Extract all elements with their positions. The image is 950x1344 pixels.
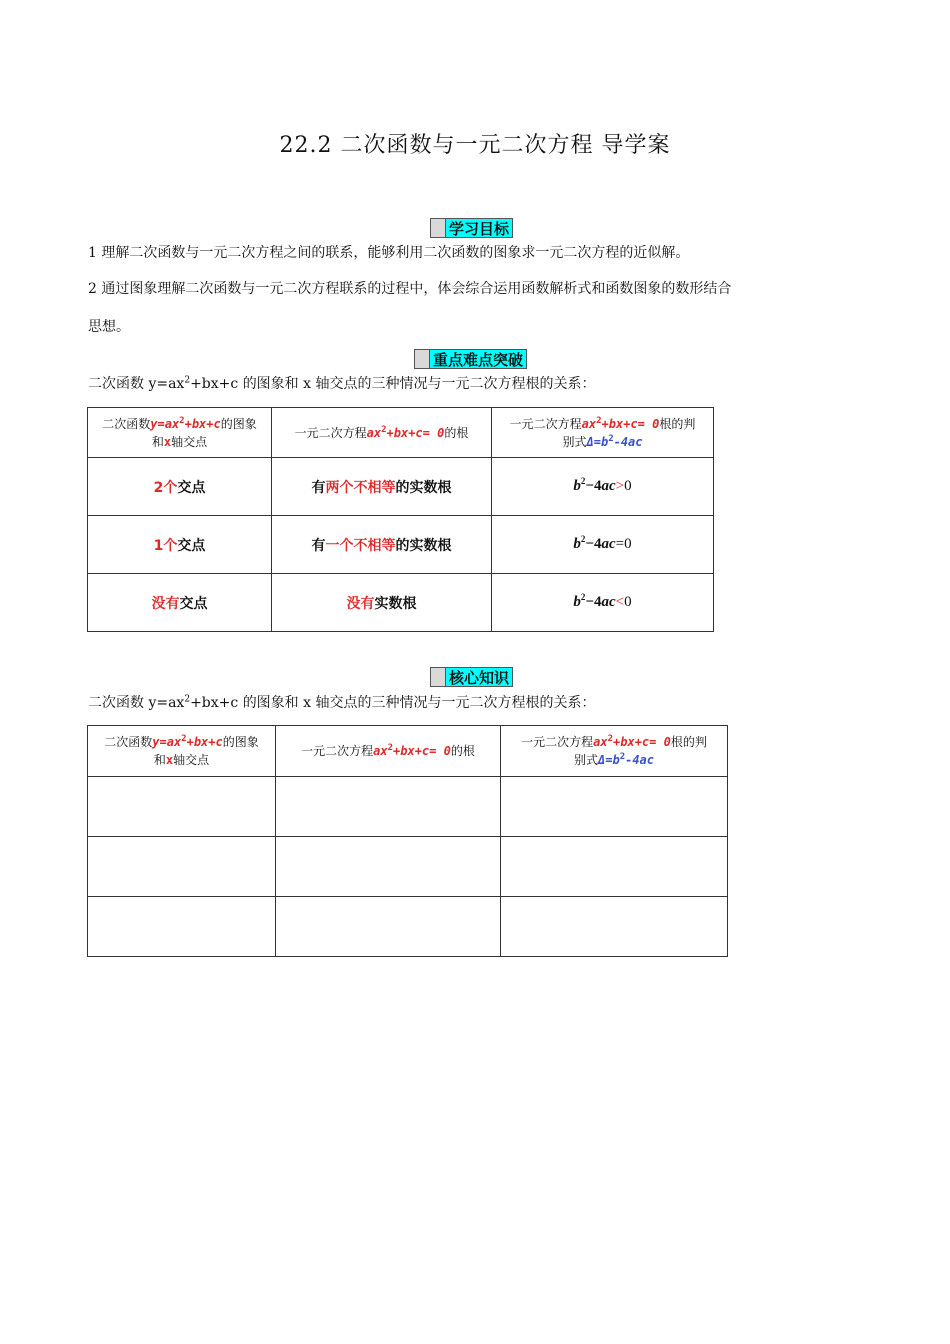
blank-relation-table (87, 725, 728, 957)
header-roots: 一元二次方程$ax^2+bx+c= 0$的根 (276, 726, 501, 777)
cell-roots: 有一个不相等的实数根 (272, 516, 492, 574)
cell-intersections: 2个交点 (88, 458, 272, 516)
blank-cell[interactable] (276, 777, 501, 837)
relation-table (87, 407, 714, 632)
cell-roots: 有两个不相等的实数根 (272, 458, 492, 516)
goal-item-2-cont: 思想。 (88, 319, 130, 335)
header-discriminant: 一元二次方程$ax^2+bx+c= 0$根的判 别式$\Delta=b^2-4ac$ (492, 408, 714, 458)
blank-cell[interactable] (501, 837, 728, 897)
table-row (88, 837, 728, 897)
blank-cell[interactable] (501, 897, 728, 957)
header-discriminant: 一元二次方程$ax^2+bx+c= 0$根的判 别式$\Delta=b^2-4ac$ (501, 726, 728, 777)
table-header-row (88, 408, 714, 458)
cell-intersections: 1个交点 (88, 516, 272, 574)
cell-intersections: 没有交点 (88, 574, 272, 632)
intro-text: 二次函数 $y=ax^2+bx+c$ 的图象和 x 轴交点的三种情况与一元二次方程根的关系： (88, 375, 596, 392)
table-row (88, 777, 728, 837)
heading-marker (430, 218, 445, 238)
blank-cell[interactable] (276, 837, 501, 897)
table-row (88, 897, 728, 957)
table-header-row (88, 726, 728, 777)
table-row (88, 516, 714, 574)
table-row (88, 458, 714, 516)
heading-marker (414, 349, 429, 369)
cell-roots: 没有实数根 (272, 574, 492, 632)
page-title: 22.2 二次函数与一元二次方程 导学案 (279, 133, 671, 158)
heading-label: 学习目标 (445, 218, 513, 238)
cell-discriminant: $b^2-4ac=0$ (492, 516, 714, 574)
header-intersections: 二次函数$y=ax^2+bx+c$的图象 和x轴交点 (88, 408, 272, 458)
section-heading-core (430, 667, 513, 687)
cell-discriminant: $b^2-4ac<0$ (492, 574, 714, 632)
goal-item-1: 1 理解二次函数与一元二次方程之间的联系，能够利用二次函数的图象求一元二次方程的近似解。 (88, 245, 690, 261)
section-heading-goals (430, 218, 513, 238)
blank-cell[interactable] (88, 837, 276, 897)
blank-cell[interactable] (276, 897, 501, 957)
intro-text-2: 二次函数 $y=ax^2+bx+c$ 的图象和 x 轴交点的三种情况与一元二次方程根的关系： (88, 694, 596, 711)
heading-marker (430, 667, 445, 687)
heading-label: 核心知识 (445, 667, 513, 687)
header-roots: 一元二次方程$ax^2+bx+c= 0$的根 (272, 408, 492, 458)
section-heading-key (414, 349, 527, 369)
table-row (88, 574, 714, 632)
blank-cell[interactable] (88, 777, 276, 837)
cell-discriminant: $b^2-4ac>0$ (492, 458, 714, 516)
goal-item-2: 2 通过图象理解二次函数与一元二次方程联系的过程中，体会综合运用函数解析式和函数图象的数形结合 (88, 281, 732, 297)
heading-label: 重点难点突破 (429, 349, 527, 369)
blank-cell[interactable] (501, 777, 728, 837)
blank-cell[interactable] (88, 897, 276, 957)
header-intersections: 二次函数$y=ax^2+bx+c$的图象 和x轴交点 (88, 726, 276, 777)
